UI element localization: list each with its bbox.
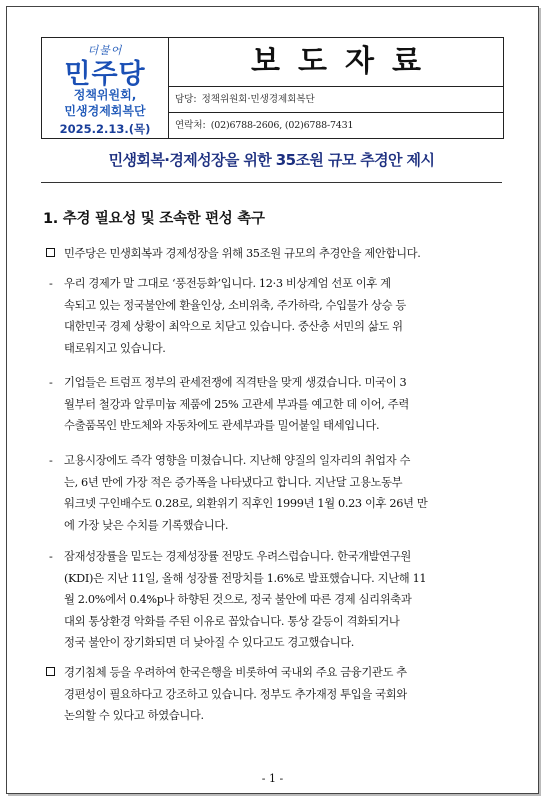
text-line	[45, 450, 503, 472]
text-line	[45, 546, 503, 568]
text-line	[45, 568, 503, 590]
line-text: 월부터 철강과 알루미늄 제품에 25% 고관세 부과를 예고한 데 이어, 주력	[64, 397, 409, 411]
text-line	[45, 589, 503, 611]
square-icon	[46, 667, 55, 676]
line-text: 수출품목인 반도체와 자동차에도 관세부과를 밀어붙일 태세입니다.	[64, 419, 380, 432]
checkbox-bullet-icon	[45, 243, 64, 265]
bullet-paragraph	[45, 243, 503, 265]
line-text: 대외 통상환경 악화를 주된 이유로 꼽았습니다. 통상 갈등이 격화되거나	[64, 614, 400, 628]
phone-value: (02)6788-2606, (02)6788-7431	[210, 120, 354, 131]
dash-bullet: -	[49, 550, 53, 563]
line-text: 정국 불안이 장기화되면 더 낮아질 수 있다고도 경고했습니다.	[64, 636, 355, 649]
text-line	[45, 632, 503, 654]
line-text: 워크넷 구인배수도 0.28로, 외환위기 직후인 1999년 1월 0.23 이후 26년 만	[64, 497, 428, 510]
checkbox-bullet-icon	[45, 662, 64, 684]
line-text: (KDI)은 지난 11일, 올해 성장률 전망치를 1.6%로 발표했습니다. 지난해 11	[64, 571, 427, 585]
text-line	[45, 705, 503, 727]
logo-script-text: 더불어	[87, 44, 123, 57]
line-text: 경기침체 등을 우려하여 한국은행을 비롯하여 국내외 주요 금융기관도 추	[64, 666, 407, 679]
line-text: 대한민국 경제 상황이 최악으로 치닫고 있습니다. 중산층 서민의 삶도 위	[64, 320, 403, 333]
text-line	[45, 394, 503, 416]
text-line	[45, 316, 503, 338]
phone-row	[169, 113, 503, 138]
section-title: 1. 추경 필요성 및 조속한 편성 촉구	[43, 211, 265, 227]
dash-bullet: -	[49, 454, 53, 467]
line-text: 월 2.0%에서 0.4%p나 하향된 것으로, 정국 불안에 따른 경제 심리위축과	[64, 593, 412, 606]
dash-bullet: -	[49, 376, 53, 389]
text-line	[45, 415, 503, 437]
text-line	[45, 515, 503, 537]
main-headline: 민생회복·경제성장을 위한 35조원 규모 추경안 제시	[108, 151, 435, 169]
line-text: 우리 경제가 말 그대로 ‘풍전등화’입니다. 12·3 비상계엄 선포 이후 계	[64, 277, 391, 290]
page-number: - 1 -	[261, 772, 284, 785]
text-line	[45, 372, 503, 394]
issuer-line-1: 정책위원회,	[73, 88, 137, 102]
release-date: 2025.2.13.(목)	[59, 122, 151, 136]
issuer-line-2: 민생경제회복단	[64, 104, 146, 118]
line-text: 속되고 있는 정국불안에 환율인상, 소비위축, 주가하락, 수입물가 상승 등	[64, 298, 406, 312]
text-line	[45, 662, 503, 684]
line-text: 논의할 수 있다고 하였습니다.	[64, 709, 204, 722]
text-line	[45, 295, 503, 317]
text-line	[45, 243, 503, 265]
party-logo-block	[42, 38, 169, 138]
line-text: 에 가장 낮은 수치를 기록했습니다.	[64, 518, 229, 532]
document-page	[6, 6, 539, 794]
press-release-title: 보도자료	[251, 44, 439, 79]
divider	[41, 182, 502, 183]
line-text: 기업들은 트럼프 정부의 관세전쟁에 직격탄을 맞게 생겼습니다. 미국이 3	[64, 376, 407, 389]
line-text: 태로워지고 있습니다.	[64, 341, 166, 355]
text-line	[45, 493, 503, 515]
contact-value: 정책위원회·민생경제회복단	[201, 94, 315, 105]
line-text: 는, 6년 만에 가장 적은 증가폭을 나타냈다고 합니다. 지난달 고용노동부	[64, 475, 403, 489]
dash-paragraph	[45, 450, 503, 536]
contact-label: 담당:	[175, 94, 197, 105]
phone-label: 연락처:	[175, 120, 206, 131]
party-logo: 민주당	[64, 59, 146, 90]
line-text: 민주당은 민생회복과 경제성장을 위해 35조원 규모의 추경안을 제안합니다.	[64, 247, 421, 260]
line-text: 잠재성장률을 밑도는 경제성장률 전망도 우려스럽습니다. 한국개발연구원	[64, 550, 411, 563]
dash-paragraph	[45, 546, 503, 654]
line-text: 경편성이 필요하다고 강조하고 있습니다. 정부도 추가재정 투입을 국회와	[64, 687, 407, 701]
text-line	[45, 684, 503, 706]
square-icon	[46, 248, 55, 257]
text-line	[45, 472, 503, 494]
text-line	[45, 611, 503, 633]
line-text: 고용시장에도 즉각 영향을 미쳤습니다. 지난해 양질의 일자리의 취업자 수	[64, 454, 411, 467]
dash-paragraph	[45, 273, 503, 359]
title-cell	[169, 38, 503, 87]
press-release-header	[41, 37, 504, 139]
dash-bullet: -	[49, 277, 53, 290]
dash-paragraph	[45, 372, 503, 437]
contact-row	[169, 87, 503, 113]
bullet-paragraph	[45, 662, 503, 727]
text-line	[45, 273, 503, 295]
text-line	[45, 338, 503, 360]
